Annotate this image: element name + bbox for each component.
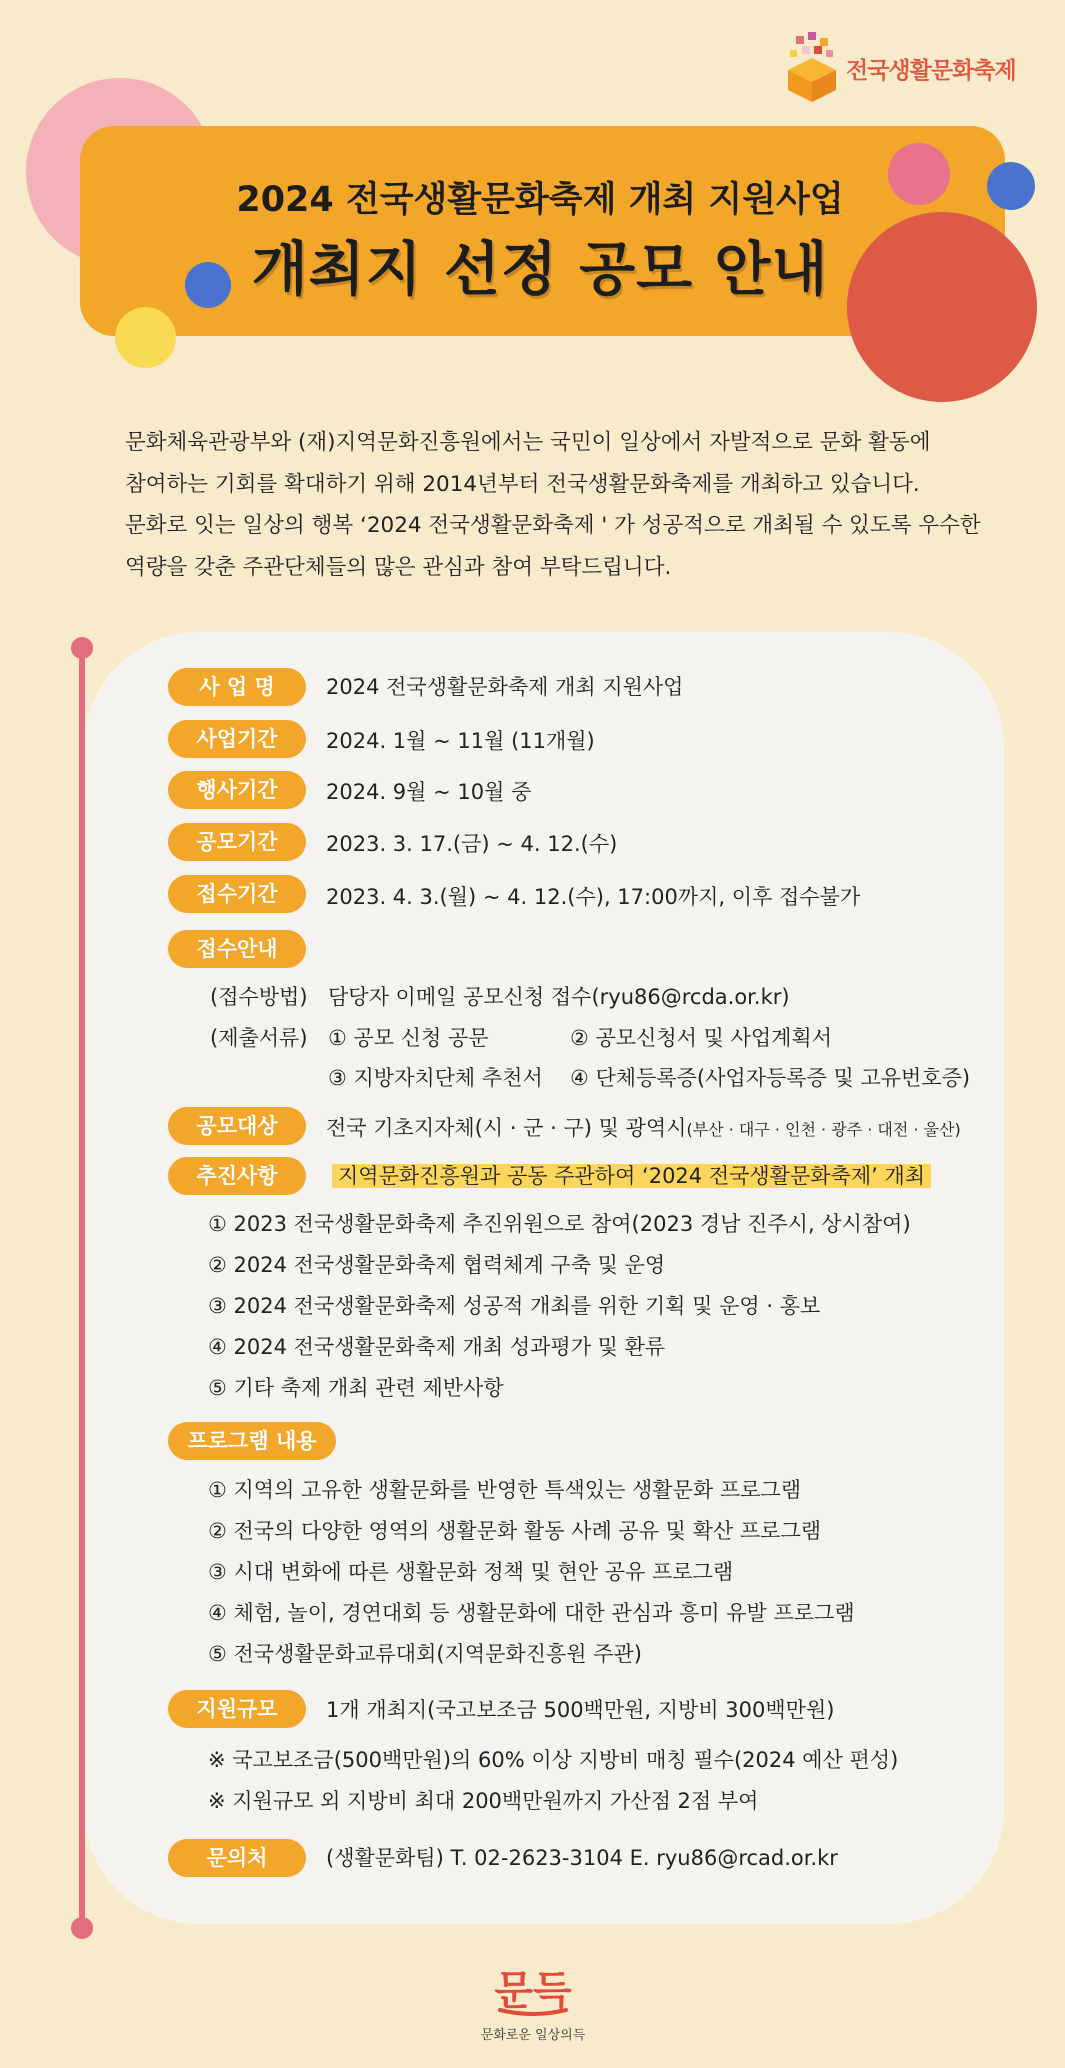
cube-logo-icon <box>782 30 842 102</box>
value-tasks <box>332 1157 931 1195</box>
label-project-name: 사 업 명 <box>168 668 306 706</box>
label-project-period: 사업기간 <box>168 720 306 758</box>
blue-circle-right <box>987 162 1035 210</box>
intro-line: 문화체육관광부와 (재)지역문화진흥원에서는 국민이 일상에서 자발적으로 문화 활동에 <box>125 430 931 455</box>
label-reception-guide: 접수안내 <box>168 930 306 968</box>
value-event-period: 2024. 9월 ~ 10월 중 <box>326 780 532 804</box>
list-item: ③ 2024 전국생활문화축제 성공적 개최를 위한 기획 및 운영 · 홍보 <box>208 1294 821 1318</box>
festival-logo <box>782 30 1016 110</box>
support-note: ※ 지원규모 외 지방비 최대 200백만원까지 가산점 2점 부여 <box>208 1789 759 1813</box>
list-item: ② 2024 전국생활문화축제 협력체계 구축 및 운영 <box>208 1253 666 1277</box>
footer-text: 문화로운 일상의득 <box>480 2028 586 2043</box>
header-subtitle: 2024 전국생활문화축제 개최 지원사업 <box>236 180 844 220</box>
target-cities: (부산 · 대구 · 인천 · 광주 · 대전 · 울산) <box>686 1120 961 1139</box>
label-reception-period: 접수기간 <box>168 875 306 913</box>
footer-mark: 문득 <box>494 1968 572 2014</box>
doc-item: ④ 단체등록증(사업자등록증 및 고유번호증) <box>570 1066 971 1090</box>
logo-text: 전국생활문화축제 <box>846 58 1016 84</box>
label-contest-period: 공모기간 <box>168 823 306 861</box>
label-contact: 문의처 <box>168 1839 306 1877</box>
label-target-text: 공모대상 <box>196 1114 278 1138</box>
value-contest-period: 2023. 3. 17.(금) ~ 4. 12.(수) <box>326 832 618 856</box>
footer-logo <box>478 1958 588 2048</box>
label-program: 프로그램 내용 <box>168 1422 336 1460</box>
list-item: ④ 체험, 놀이, 경연대회 등 생활문화에 대한 관심과 흥미 유발 프로그램 <box>208 1601 855 1625</box>
method-label: (접수방법) <box>210 985 308 1009</box>
intro-paragraph <box>125 422 981 588</box>
label-event-period: 행사기간 <box>168 771 306 809</box>
method-value: 담당자 이메일 공모신청 접수(ryu86@rcda.or.kr) <box>328 985 790 1009</box>
list-item: ① 2023 전국생활문화축제 추진위원으로 참여(2023 경남 진주시, 상시참여) <box>208 1212 911 1236</box>
timeline-rail <box>79 646 85 1928</box>
rail-dot-bottom <box>71 1917 93 1939</box>
intro-line: 문화로 잇는 일상의 행복 ‘2024 전국생활문화축제 ' 가 성공적으로 개최될 수 있도록 우수한 <box>125 513 981 538</box>
target-main: 전국 기초지자체(시 · 군 · 구) 및 광역시 <box>326 1116 687 1140</box>
label-tasks: 추진사항 <box>168 1157 306 1195</box>
list-item: ③ 시대 변화에 따른 생활문화 정책 및 현안 공유 프로그램 <box>208 1560 734 1584</box>
mundeuk-logo-icon <box>478 1958 588 2022</box>
tasks-highlight: 지역문화진흥원과 공동 주관하여 ‘2024 전국생활문화축제’ 개최 <box>332 1164 931 1188</box>
doc-item: ② 공모신청서 및 사업계획서 <box>570 1026 832 1050</box>
intro-line: 역량을 갖춘 주관단체들의 많은 관심과 참여 부탁드립니다. <box>125 554 672 580</box>
yellow-circle <box>115 307 176 368</box>
list-item: ② 전국의 다양한 영역의 생활문화 활동 사례 공유 및 확산 프로그램 <box>208 1519 822 1543</box>
value-contact: (생활문화팀) T. 02-2623-3104 E. ryu86@rcad.or.kr <box>326 1846 838 1870</box>
value-project-name: 2024 전국생활문화축제 개최 지원사업 <box>326 675 684 699</box>
doc-item: ① 공모 신청 공문 <box>328 1026 489 1050</box>
support-note: ※ 국고보조금(500백만원)의 60% 이상 지방비 매칭 필수(2024 예산 편성) <box>208 1748 899 1772</box>
value-reception-period: 2023. 4. 3.(월) ~ 4. 12.(수), 17:00까지, 이후 접수불가 <box>326 885 861 909</box>
doc-item: ③ 지방자치단체 추천서 <box>328 1066 543 1090</box>
list-item: ④ 2024 전국생활문화축제 개최 성과평가 및 환류 <box>208 1335 666 1359</box>
rail-dot-top <box>71 637 93 659</box>
label-target <box>168 1107 306 1145</box>
list-item: ① 지역의 고유한 생활문화를 반영한 특색있는 생활문화 프로그램 <box>208 1478 801 1502</box>
label-support: 지원규모 <box>168 1690 306 1728</box>
page-title: 개최지 선정 공모 안내 <box>251 235 829 303</box>
intro-line: 참여하는 기회를 확대하기 위해 2014년부터 전국생활문화축제를 개최하고 있습니다. <box>125 471 920 497</box>
list-item: ⑤ 기타 축제 개최 관련 제반사항 <box>208 1376 504 1400</box>
docs-label: (제출서류) <box>210 1026 308 1050</box>
value-support: 1개 개최지(국고보조금 500백만원, 지방비 300백만원) <box>326 1698 835 1722</box>
value-target <box>326 1109 961 1149</box>
list-item: ⑤ 전국생활문화교류대회(지역문화진흥원 주관) <box>208 1642 642 1666</box>
value-project-period: 2024. 1월 ~ 11월 (11개월) <box>326 729 595 753</box>
